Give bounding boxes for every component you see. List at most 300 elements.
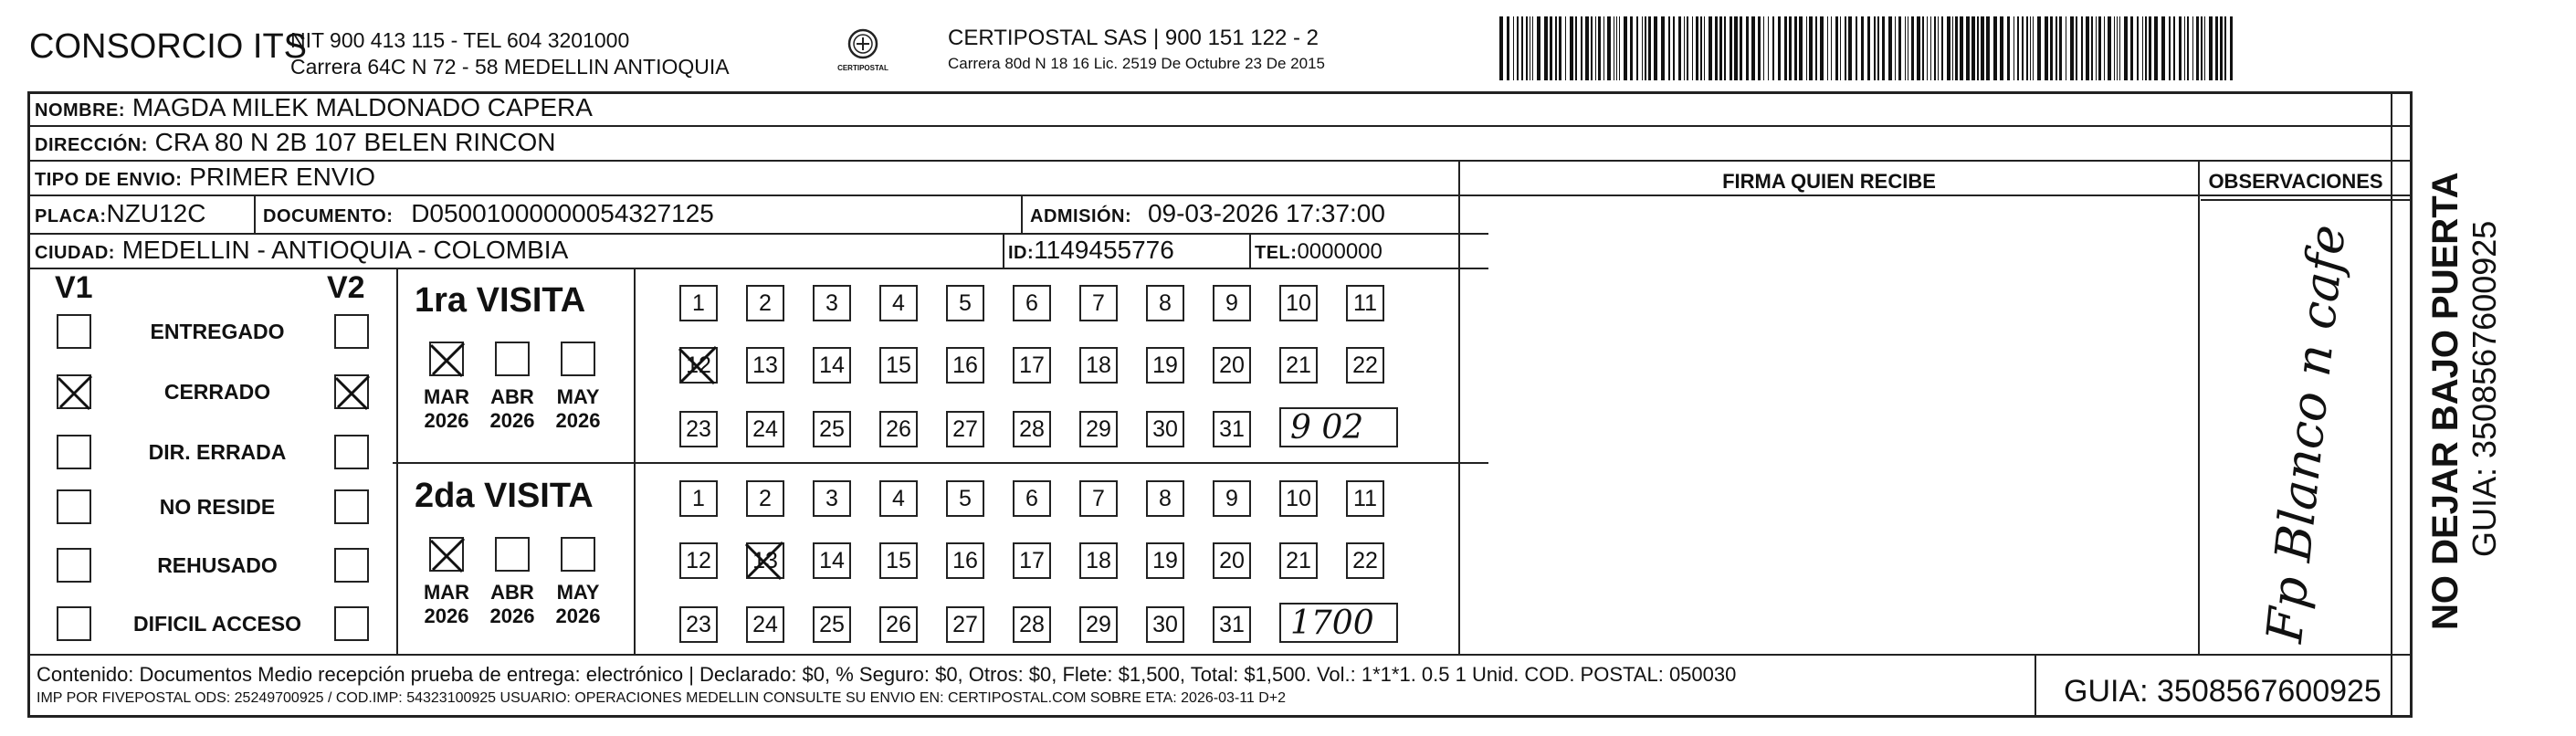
barcode-bar (2022, 16, 2024, 80)
day-box[interactable]: 31 (1213, 411, 1251, 447)
day-box[interactable]: 3 (813, 480, 851, 517)
barcode-bar (1840, 16, 1841, 80)
documento-label: DOCUMENTO: (263, 206, 394, 226)
barcode-bar (2230, 16, 2233, 80)
v1-checkbox[interactable] (57, 606, 91, 641)
barcode-bar (1740, 16, 1742, 80)
barcode-bar (1861, 16, 1864, 80)
day-box[interactable]: 20 (1213, 347, 1251, 384)
month-year: 2026 (555, 409, 601, 432)
barcode-bar (1559, 16, 1561, 80)
status-label: CERRADO (163, 380, 271, 404)
barcode-bar (2169, 16, 2171, 80)
barcode-bar (1570, 16, 1573, 80)
tipo-envio-label: TIPO DE ENVIO: (35, 170, 183, 190)
day-box[interactable]: 7 (1079, 480, 1118, 517)
barcode-bar (1960, 16, 1963, 80)
handwritten-x-mark (742, 539, 786, 583)
barcode-bar (2209, 16, 2213, 80)
day-box[interactable]: 25 (813, 411, 851, 447)
day-box[interactable]: 28 (1013, 411, 1051, 447)
visit-time-box[interactable] (1279, 407, 1398, 447)
column-divider (634, 268, 636, 654)
barcode-bar (2050, 16, 2053, 80)
barcode-bar (2076, 16, 2077, 80)
status-label: NO RESIDE (159, 495, 276, 519)
barcode-bar (2184, 16, 2185, 80)
barcode-bar (1758, 16, 1761, 80)
barcode-bar (1845, 16, 1846, 80)
placa-field (35, 200, 205, 230)
barcode-bar (1927, 16, 1928, 80)
day-box[interactable]: 31 (1213, 606, 1251, 643)
barcode-bar (1794, 16, 1797, 80)
barcode-bar (1874, 16, 1876, 80)
barcode-bar (2013, 16, 2014, 80)
barcode-bar (1993, 16, 1997, 80)
day-box[interactable]: 19 (1146, 347, 1184, 384)
day-box[interactable]: 26 (879, 606, 918, 643)
barcode-bar (1815, 16, 1817, 80)
month-label (546, 581, 610, 628)
day-box[interactable]: 12 (679, 347, 718, 384)
handwritten-x-mark (427, 340, 468, 380)
month-label (480, 385, 544, 433)
day-box[interactable]: 5 (946, 285, 984, 321)
carrier-address: Carrera 80d N 18 16 Lic. 2519 De Octubre 23 De 2015 (948, 55, 1325, 72)
status-label: DIR. ERRADA (148, 440, 287, 464)
day-box[interactable]: 19 (1146, 542, 1184, 579)
barcode-bar (1616, 16, 1617, 80)
barcode-bar (1603, 16, 1604, 80)
day-box[interactable]: 6 (1013, 285, 1051, 321)
day-box[interactable]: 1 (679, 285, 718, 321)
visit-divider (393, 462, 1488, 464)
barcode-bar (1692, 16, 1693, 80)
row-divider (27, 125, 2413, 127)
barcode-bar (1730, 16, 1732, 80)
day-box[interactable]: 7 (1079, 285, 1118, 321)
month-checkbox[interactable] (495, 537, 530, 572)
nombre-value: MAGDA MILEK MALDONADO CAPERA (131, 93, 593, 121)
barcode-bar (1619, 16, 1620, 80)
barcode-bar (1673, 16, 1675, 80)
day-x-mark (746, 542, 784, 579)
footer-divider (27, 654, 2413, 656)
barcode-bar (2224, 16, 2226, 80)
barcode-bar (1575, 16, 1577, 80)
day-box[interactable]: 1 (679, 480, 718, 517)
admision-label: ADMISIÓN: (1030, 206, 1132, 226)
day-box[interactable]: 15 (879, 347, 918, 384)
column-divider (1003, 233, 1004, 268)
direccion-label: DIRECCIÓN: (35, 135, 148, 155)
day-box[interactable]: 14 (813, 347, 851, 384)
month-name: MAY (556, 385, 600, 408)
row-divider (27, 195, 2413, 196)
v2-checkbox[interactable] (334, 435, 369, 469)
barcode-bar (2070, 16, 2074, 80)
barcode-bar (2108, 16, 2111, 80)
barcode-bar (1517, 16, 1519, 80)
barcode-bar (2145, 16, 2147, 80)
day-box[interactable]: 24 (746, 411, 784, 447)
day-box[interactable]: 15 (879, 542, 918, 579)
visit-time-handwritten: 1700 (1290, 605, 1374, 642)
status-label: ENTREGADO (150, 320, 285, 343)
day-box[interactable]: 18 (1079, 347, 1118, 384)
barcode-bar (2104, 16, 2105, 80)
barcode-bar (1724, 16, 1726, 80)
certipostal-logo (829, 26, 897, 79)
month-checkbox[interactable] (561, 342, 595, 376)
day-box[interactable]: 22 (1346, 347, 1384, 384)
day-box[interactable]: 26 (879, 411, 918, 447)
column-divider (2035, 654, 2036, 718)
ciudad-label: CIUDAD: (35, 243, 115, 263)
barcode-bar (2098, 16, 2101, 80)
month-checkbox[interactable] (429, 342, 464, 376)
month-year: 2026 (424, 409, 469, 432)
barcode-bar (1700, 16, 1702, 80)
barcode-bar (1734, 16, 1738, 80)
v1-checkbox[interactable] (57, 489, 91, 524)
day-box[interactable]: 29 (1079, 606, 1118, 643)
row-divider (2201, 199, 2413, 201)
barcode-bar (1966, 16, 1970, 80)
month-name: MAY (556, 581, 600, 604)
handwritten-x-mark (676, 343, 720, 387)
barcode-bar (1598, 16, 1601, 80)
barcode-bar (1607, 16, 1611, 80)
barcode-bar (1544, 16, 1548, 80)
visit-time-box[interactable] (1279, 603, 1398, 643)
barcode-bar (1565, 16, 1566, 80)
barcode-bar (1772, 16, 1774, 80)
barcode-bar (1513, 16, 1514, 80)
imp-line: IMP POR FIVEPOSTAL ODS: 25249700925 / COD.IMP: 54323100925 USUARIO: OPERACIONES MEDELLIN CONSULTE SU ENVIO EN: CERTIPOSTAL.COM SOBRE ETA: 2026-03-11 D+2 (37, 690, 1287, 706)
day-box[interactable]: 13 (746, 347, 784, 384)
month-checkbox[interactable] (495, 342, 530, 376)
barcode-bar (1709, 16, 1712, 80)
day-box[interactable]: 25 (813, 606, 851, 643)
visit-time-handwritten: 9 02 (1290, 409, 1364, 447)
day-box[interactable]: 29 (1079, 411, 1118, 447)
barcode-bar (1595, 16, 1596, 80)
day-box[interactable]: 12 (679, 542, 718, 579)
day-box[interactable]: 27 (946, 606, 984, 643)
barcode-bar (1986, 16, 1990, 80)
barcode-bar (1499, 16, 1503, 80)
barcode-bar (1905, 16, 1906, 80)
barcode-bar (1704, 16, 1705, 80)
day-box[interactable]: 4 (879, 285, 918, 321)
barcode-bar (2173, 16, 2175, 80)
month-year: 2026 (489, 605, 535, 627)
day-box[interactable]: 4 (879, 480, 918, 517)
barcode-bar (1687, 16, 1688, 80)
day-box[interactable]: 27 (946, 411, 984, 447)
barcode-bar (2215, 16, 2218, 80)
barcode-bar (1768, 16, 1769, 80)
tel-label: TEL: (1255, 243, 1298, 263)
barcode-bar (1898, 16, 1901, 80)
barcode-bar (2179, 16, 2182, 80)
row-divider (27, 160, 2413, 162)
day-box[interactable]: 21 (1279, 542, 1318, 579)
v2-checkbox[interactable] (334, 606, 369, 641)
company-nit: NIT 900 413 115 - TEL 604 3201000 (290, 28, 630, 52)
v2-checkbox[interactable] (334, 489, 369, 524)
barcode-bar (1537, 16, 1540, 80)
day-box[interactable]: 11 (1346, 285, 1384, 321)
tel-field (1255, 237, 1383, 267)
guia-number: GUIA: 3508567600925 (2064, 674, 2381, 709)
day-box[interactable]: 20 (1213, 542, 1251, 579)
company-info (290, 27, 730, 80)
documento-field (263, 200, 714, 230)
barcode-bar (1648, 16, 1651, 80)
barcode-bar (1917, 16, 1920, 80)
day-box[interactable]: 30 (1146, 606, 1184, 643)
side-guia: GUIA: 3508567600925 (2466, 220, 2503, 557)
month-label (415, 581, 478, 628)
handwritten-x-mark (427, 535, 468, 575)
barcode-bar (2045, 16, 2048, 80)
barcode-bar (2059, 16, 2062, 80)
barcode-bar (1784, 16, 1787, 80)
day-box[interactable]: 30 (1146, 411, 1184, 447)
handwritten-x-mark (55, 373, 95, 413)
v2-checkbox[interactable] (334, 314, 369, 349)
direccion-field (35, 129, 556, 159)
barcode-bar (1934, 16, 1936, 80)
barcode-bar (1895, 16, 1896, 80)
column-divider (1021, 195, 1023, 233)
day-box[interactable]: 17 (1013, 542, 1051, 579)
admision-value: 09-03-2026 17:37:00 (1147, 199, 1385, 227)
barcode-bar (1827, 16, 1828, 80)
barcode-bar (1532, 16, 1533, 80)
barcode-bar (2130, 16, 2133, 80)
barcode-bar (1930, 16, 1931, 80)
row-divider (27, 268, 1488, 269)
column-divider (1458, 160, 1460, 654)
barcode-bar (1645, 16, 1646, 80)
day-box[interactable]: 17 (1013, 347, 1051, 384)
barcode-bar (1719, 16, 1722, 80)
day-box[interactable]: 10 (1279, 285, 1318, 321)
day-box[interactable]: 9 (1213, 285, 1251, 321)
barcode-bar (1809, 16, 1813, 80)
barcode-bar (1947, 16, 1950, 80)
month-label (546, 385, 610, 433)
day-box[interactable]: 9 (1213, 480, 1251, 517)
month-year: 2026 (489, 409, 535, 432)
no-dejar-warning: NO DEJAR BAJO PUERTA (2425, 172, 2466, 630)
barcode-bar (1971, 16, 1975, 80)
barcode-bar (1654, 16, 1657, 80)
column-divider (254, 195, 256, 233)
barcode-bar (2119, 16, 2120, 80)
day-box[interactable]: 23 (679, 411, 718, 447)
barcode-bar (1555, 16, 1557, 80)
barcode-bar (2137, 16, 2139, 80)
row-divider (27, 233, 1488, 235)
logo-caption: CERTIPOSTAL (837, 64, 888, 72)
nombre-field (35, 94, 593, 124)
barcode-bar (1678, 16, 1681, 80)
barcode-bar (1507, 16, 1509, 80)
tipo-envio-field (35, 163, 375, 194)
barcode-bar (2124, 16, 2128, 80)
barcode-bar (1746, 16, 1749, 80)
barcode-bar (1806, 16, 1807, 80)
day-box[interactable]: 28 (1013, 606, 1051, 643)
barcode-bar (2017, 16, 2019, 80)
barcode-bar (1668, 16, 1670, 80)
day-box[interactable]: 3 (813, 285, 851, 321)
carrier-info (948, 26, 1325, 77)
barcode-bar (1835, 16, 1838, 80)
barcode-bar (1751, 16, 1755, 80)
placa-value: NZU12C (106, 199, 206, 227)
barcode-bar (1661, 16, 1665, 80)
month-name: MAR (423, 385, 470, 408)
barcode-bar (2007, 16, 2010, 80)
ciudad-field (35, 237, 568, 267)
day-box[interactable]: 21 (1279, 347, 1318, 384)
barcode-bar (1981, 16, 1984, 80)
direccion-value: CRA 80 N 2B 107 BELEN RINCON (154, 128, 556, 156)
barcode-bar (1977, 16, 1979, 80)
month-name: ABR (490, 581, 534, 604)
day-box[interactable]: 8 (1146, 285, 1184, 321)
id-value: 1149455776 (1034, 236, 1174, 264)
placa-label: PLACA: (35, 206, 107, 226)
day-box[interactable]: 16 (946, 542, 984, 579)
barcode-bar (1550, 16, 1552, 80)
barcode-bar (2204, 16, 2205, 80)
visit-title: 1ra VISITA (415, 281, 586, 320)
contenido-line: Contenido: Documentos Medio recepción prueba de entrega: electrónico | Declarado: $0, % Seguro: $0, Otros: $0, Flete: $1,500, Total: $1,500. Vol.: 1*1*1. 0.5 1 Unid. COD. POSTAL: 050030 (37, 663, 1737, 686)
v1-header: V1 (55, 270, 93, 305)
barcode-bar (1630, 16, 1633, 80)
barcode-bar (2114, 16, 2115, 80)
company-address: Carrera 64C N 72 - 58 MEDELLIN ANTIOQUIA (290, 55, 730, 79)
barcode-bar (2117, 16, 2118, 80)
month-checkbox[interactable] (429, 537, 464, 572)
day-box[interactable]: 6 (1013, 480, 1051, 517)
day-box[interactable]: 14 (813, 542, 851, 579)
status-label: REHUSADO (157, 553, 278, 577)
observaciones-header: OBSERVACIONES (2208, 170, 2383, 193)
day-box[interactable]: 2 (746, 285, 784, 321)
barcode-bar (2037, 16, 2041, 80)
barcode-bar (1591, 16, 1593, 80)
day-box[interactable]: 2 (746, 480, 784, 517)
v1-checkbox[interactable] (57, 548, 91, 583)
v2-header: V2 (327, 270, 365, 305)
visit-title: 2da VISITA (415, 477, 594, 515)
barcode-bar (1521, 16, 1523, 80)
documento-value: D05001000000054327125 (411, 199, 714, 227)
barcode-bar (1715, 16, 1718, 80)
carrier-name: CERTIPOSTAL SAS | 900 151 122 - 2 (948, 26, 1319, 50)
day-box[interactable]: 10 (1279, 480, 1318, 517)
barcode-bar (2161, 16, 2165, 80)
barcode-bar (1642, 16, 1643, 80)
barcode-bar (1867, 16, 1870, 80)
barcode-bar (1696, 16, 1698, 80)
barcode-bar (1581, 16, 1582, 80)
column-divider (2198, 160, 2200, 654)
barcode-bar (2096, 16, 2097, 80)
barcode-bar (1789, 16, 1792, 80)
day-box[interactable]: 5 (946, 480, 984, 517)
v2-checkbox[interactable] (334, 548, 369, 583)
barcode-bar (2081, 16, 2083, 80)
day-box[interactable]: 8 (1146, 480, 1184, 517)
month-name: MAR (423, 581, 470, 604)
company-name: CONSORCIO ITS (29, 27, 308, 66)
month-label (415, 385, 478, 433)
day-box[interactable]: 16 (946, 347, 984, 384)
day-box[interactable]: 13 (746, 542, 784, 579)
barcode-bar (2026, 16, 2028, 80)
day-box[interactable]: 18 (1079, 542, 1118, 579)
ciudad-value: MEDELLIN - ANTIOQUIA - COLOMBIA (121, 236, 569, 264)
barcode-bar (1778, 16, 1781, 80)
barcode-bar (2220, 16, 2223, 80)
barcode-bar (2201, 16, 2203, 80)
barcode-bar (1922, 16, 1924, 80)
column-divider (1249, 233, 1251, 268)
month-checkbox[interactable] (561, 537, 595, 572)
month-year: 2026 (555, 605, 601, 627)
barcode-bar (2030, 16, 2031, 80)
id-label: ID: (1008, 243, 1035, 263)
barcode-bar (1882, 16, 1885, 80)
barcode-bar (2033, 16, 2034, 80)
day-box[interactable]: 11 (1346, 480, 1384, 517)
v1-checkbox[interactable] (57, 314, 91, 349)
barcode-bar (1636, 16, 1638, 80)
day-box[interactable]: 23 (679, 606, 718, 643)
month-label (480, 581, 544, 628)
nombre-label: NOMBRE: (35, 100, 126, 121)
month-name: ABR (490, 385, 534, 408)
barcode-bar (2149, 16, 2151, 80)
column-divider (2391, 91, 2392, 718)
day-box[interactable]: 22 (1346, 542, 1384, 579)
firma-header: FIRMA QUIEN RECIBE (1722, 170, 1936, 193)
barcode-bar (1799, 16, 1803, 80)
tipo-envio-value: PRIMER ENVIO (189, 163, 376, 191)
admision-field (1030, 200, 1385, 230)
handwritten-x-mark (332, 373, 373, 413)
barcode-bar (2091, 16, 2093, 80)
barcode-bar (2056, 16, 2057, 80)
v1-checkbox[interactable] (57, 374, 91, 409)
v1-checkbox[interactable] (57, 435, 91, 469)
barcode-bar (1938, 16, 1939, 80)
day-box[interactable]: 24 (746, 606, 784, 643)
barcode-bar (2086, 16, 2089, 80)
v2-checkbox[interactable] (334, 374, 369, 409)
barcode-bar (1684, 16, 1685, 80)
status-label: DIFICIL ACCESO (132, 612, 301, 636)
